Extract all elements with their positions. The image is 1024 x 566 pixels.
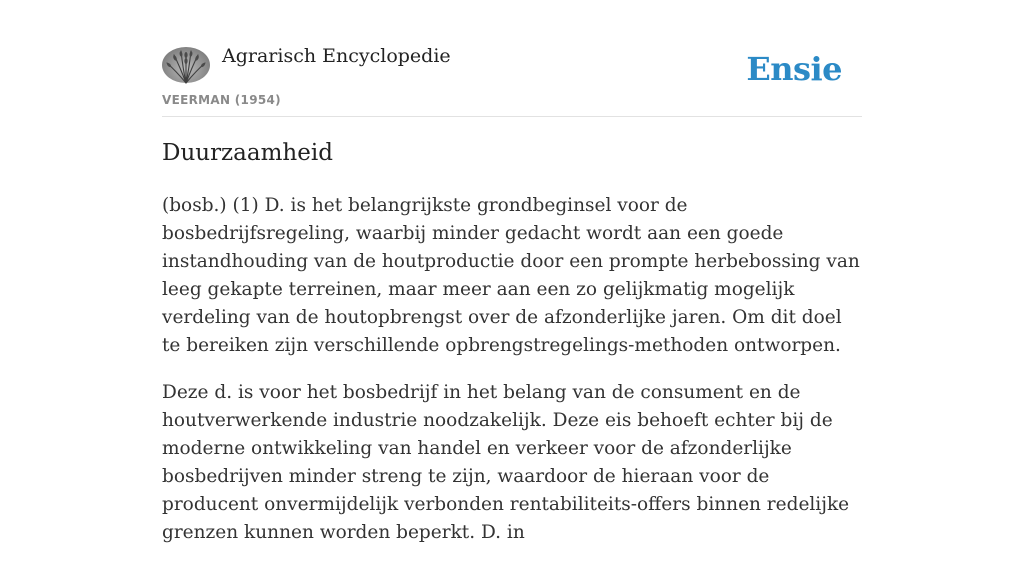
source-title[interactable]: Agrarisch Encyclopedie <box>222 45 451 67</box>
source-author-year: VEERMAN (1954) <box>162 93 281 107</box>
ensie-logo[interactable]: Ensie <box>746 50 842 88</box>
entry-body <box>162 192 862 566</box>
entry-title: Duurzaamheid <box>162 140 333 166</box>
source-header <box>162 40 862 117</box>
entry-paragraph: Deze d. is voor het bosbedrijf in het belang van de consument en de houtverwerkende industrie noodzakelijk. Deze eis behoeft echter bij de moderne ontwikkeling van handel en verkeer voor de afzonderlijke bosbedrijven minder streng te zijn, waardoor de hieraan voor de producent onvermijdelijk verbonden rentabiliteits-offers binnen redelijke grenzen kunnen worden beperkt. D. in <box>162 382 850 543</box>
entry-paragraph: (bosb.) (1) D. is het belangrijkste grondbeginsel voor de bosbedrijfsregeling, waarbij minder gedacht wordt aan een goede instandhouding van de houtproductie door een prompte herbebossing van leeg gekapte terreinen, maar meer aan een zo gelijkmatig mogelijk verdeling van de houtopbrengst over de afzonderlijke jaren. Om dit doel te bereiken zijn verschillende opbrengstregelings-methoden ontworpen. <box>162 195 860 356</box>
wheat-logo-icon[interactable] <box>162 47 210 83</box>
